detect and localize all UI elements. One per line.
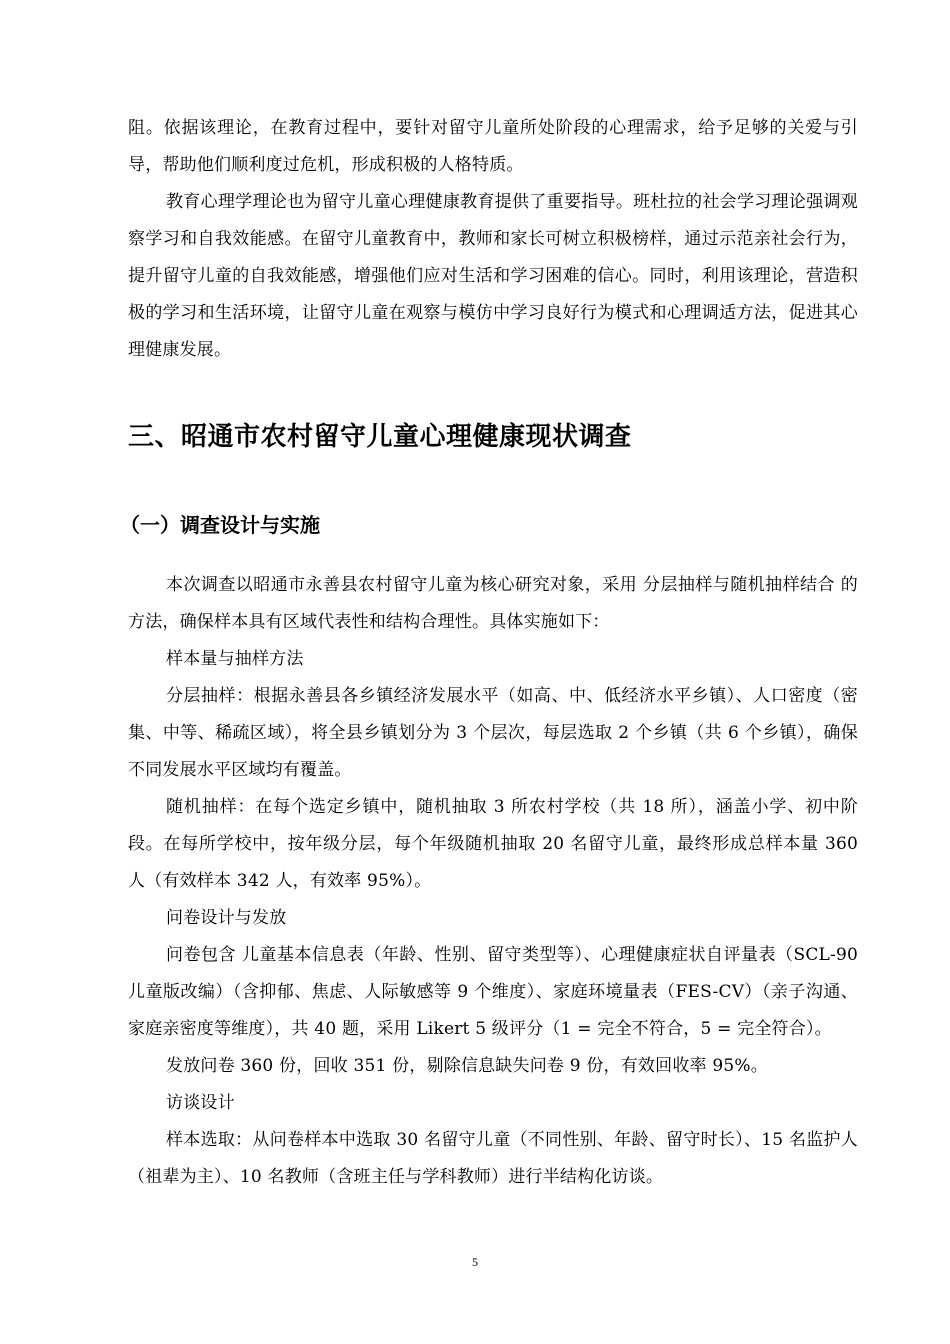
- paragraph-interview-sample: 样本选取：从问卷样本中选取 30 名留守儿童（不同性别、年龄、留守时长）、15 名监护人（祖辈为主）、10 名教师（含班主任与学科教师）进行半结构化访谈。: [128, 1130, 858, 1187]
- paragraph-questionnaire-content: 问卷包含 儿童基本信息表（年龄、性别、留守类型等）、心理健康症状自评量表（SCL-90 儿童版改编）（含抑郁、焦虑、人际敏感等 9 个维度）、家庭环境量表（FES-CV）（亲子沟通、家庭亲密度等维度），共 40 题，采用 Likert 5 级评分（1 = 完全不符合，5 = 完全符合）。: [128, 945, 858, 1039]
- paragraph-sampling-title: 样本量与抽样方法: [166, 649, 304, 669]
- page-content: [120, 110, 858, 1196]
- paragraph-random-sampling: 随机抽样：在每个选定乡镇中，随机抽取 3 所农村学校（共 18 所），涵盖小学、初中阶段。在每所学校中，按年级分层，每个年级随机抽取 20 名留守儿童，最终形成总样本量 360 人（有效样本 342 人，有效率 95%）。: [128, 797, 858, 891]
- paragraph-survey-intro: 本次调查以昭通市永善县农村留守儿童为核心研究对象，采用 分层抽样与随机抽样结合 的方法，确保样本具有区域代表性和结构合理性。具体实施如下：: [128, 575, 858, 632]
- paragraph-questionnaire-title: 问卷设计与发放: [166, 908, 287, 928]
- paragraph-questionnaire-distribution: 发放问卷 360 份，回收 351 份，剔除信息缺失问卷 9 份，有效回收率 95%。: [166, 1056, 768, 1076]
- paragraph-stratified-sampling: 分层抽样：根据永善县各乡镇经济发展水平（如高、中、低经济水平乡镇）、人口密度（密集、中等、稀疏区域），将全县乡镇划分为 3 个层次，每层选取 2 个乡镇（共 6 个乡镇），确保不同发展水平区域均有覆盖。: [128, 686, 858, 780]
- paragraph-interview-title: 访谈设计: [166, 1093, 235, 1113]
- page-number: 5: [472, 1255, 478, 1269]
- paragraph-educational-psychology: 教育心理学理论也为留守儿童心理健康教育提供了重要指导。班杜拉的社会学习理论强调观察学习和自我效能感。在留守儿童教育中，教师和家长可树立积极榜样，通过示范亲社会行为，提升留守儿童的自我效能感，增强他们应对生活和学习困难的信心。同时，利用该理论，营造积极的学习和生活环境，让留守儿童在观察与模仿中学习良好行为模式和心理调适方法，促进其心理健康发展。: [128, 192, 858, 360]
- spacer: [128, 541, 858, 567]
- section-heading: 三、昭通市农村留守儿童心理健康现状调查: [128, 422, 632, 452]
- paragraph-continuation: 阻。依据该理论，在教育过程中，要针对留守儿童所处阶段的心理需求，给予足够的关爱与引导，帮助他们顺利度过危机，形成积极的人格特质。: [128, 118, 858, 175]
- subsection-heading: （一）调查设计与实施: [120, 513, 320, 537]
